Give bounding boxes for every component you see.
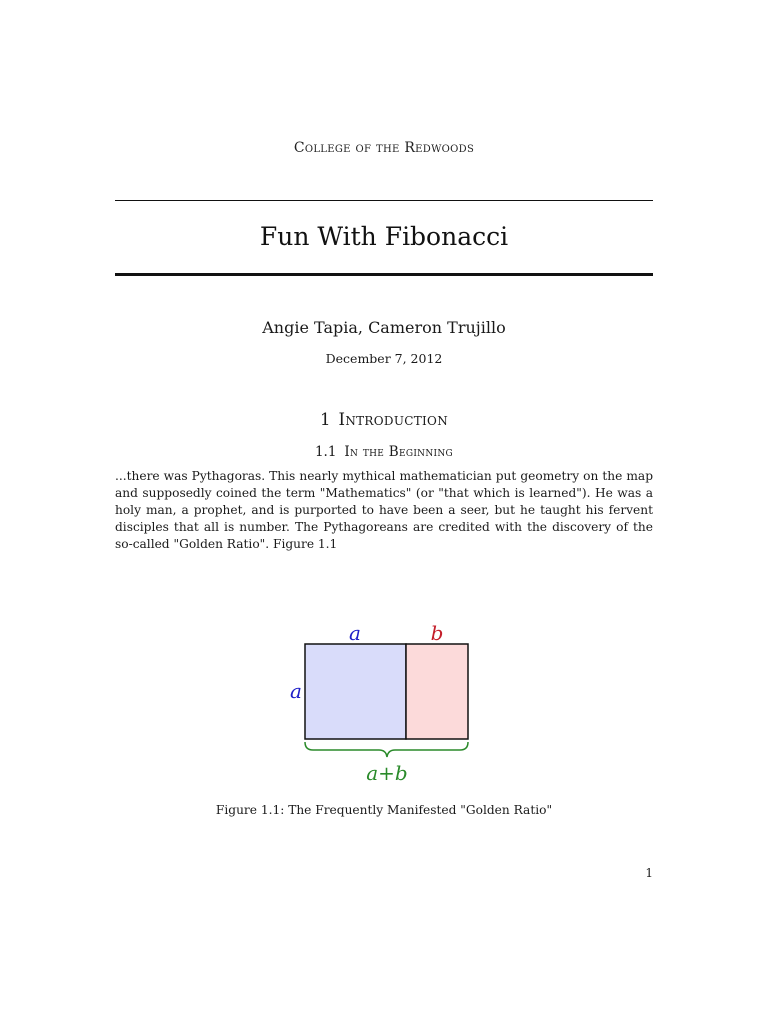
document-title: Fun With Fibonacci	[259, 222, 509, 251]
document-date: December 7, 2012	[325, 351, 443, 366]
institution-name: College of the Redwoods	[293, 140, 475, 156]
title-rule-top	[115, 200, 653, 201]
sum-brace	[305, 742, 468, 757]
intro-paragraph: ...there was Pythagoras. This nearly mythical mathematician put geometry on the map and supposedly coined the term "Mathematics" (or "that which is learned"). He was a holy man, a prophet, and is purported to have been a seer, but he taught his fervent disciples that all is number. The Pythagoreans are credited with the discovery of the so-called "Golden Ratio". Figure 1.1	[115, 469, 653, 551]
page-number: 1	[645, 866, 653, 880]
label-a-side: a	[290, 679, 302, 703]
rectangle-b	[406, 644, 468, 739]
section-number: 1	[320, 410, 331, 429]
section-title: Introduction	[338, 410, 448, 429]
subsection-heading	[0, 444, 768, 460]
golden-ratio-figure	[0, 610, 768, 790]
label-b-top: b	[430, 621, 444, 645]
title-rule-bottom	[115, 273, 653, 276]
authors: Angie Tapia, Cameron Trujillo	[262, 318, 506, 337]
subsection-title: In the Beginning	[344, 444, 454, 460]
figure-caption: Figure 1.1: The Frequently Manifested "Golden Ratio"	[215, 803, 553, 817]
label-a-plus-b: a+b	[366, 761, 408, 785]
subsection-number: 1.1	[314, 444, 337, 460]
label-a-top: a	[349, 621, 361, 645]
square-a	[305, 644, 406, 739]
section-heading	[0, 410, 768, 429]
golden-ratio-diagram	[0, 610, 768, 790]
